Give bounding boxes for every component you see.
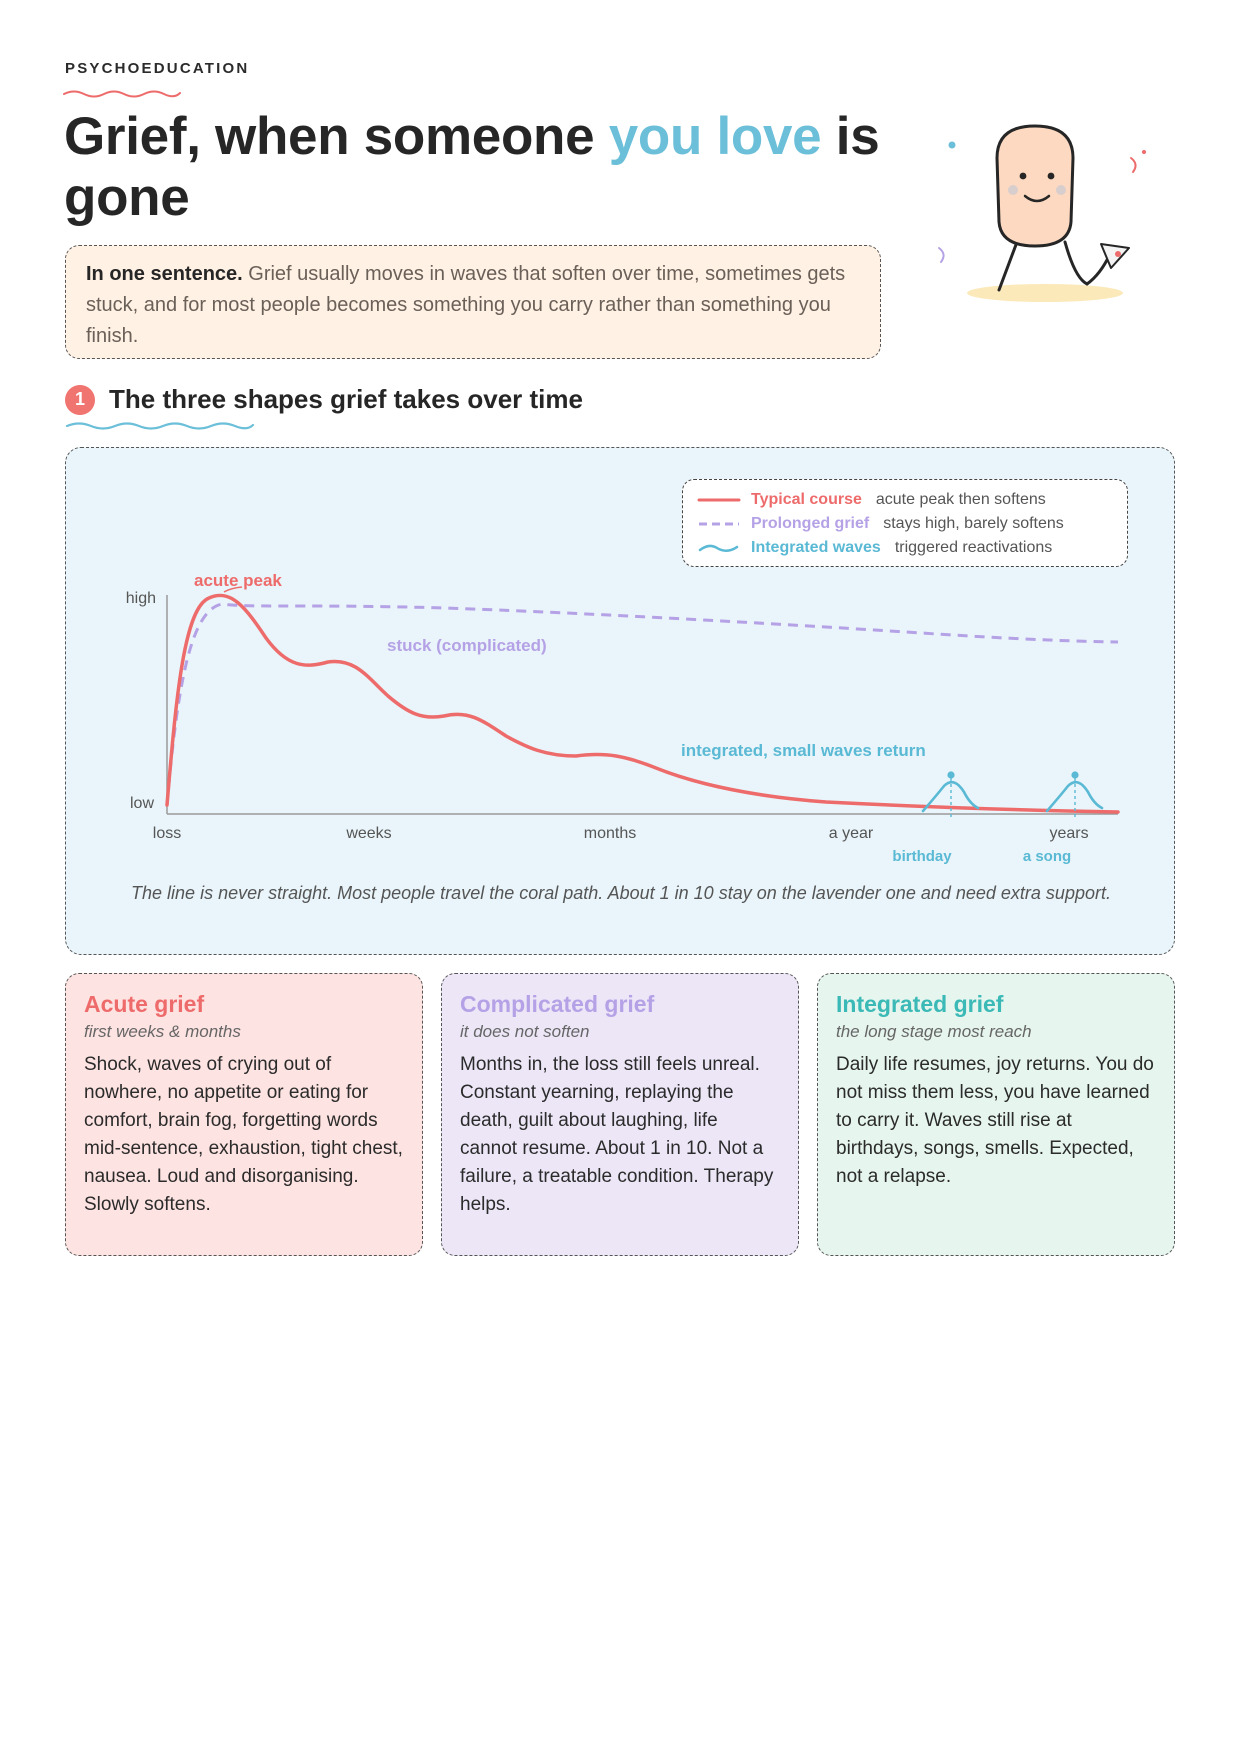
legend-swatch-wave [697, 541, 741, 555]
legend-entry-integrated [697, 536, 1113, 560]
legend-name: Prolonged grief [751, 515, 870, 532]
card-subtitle: the long stage most reach [836, 1022, 1032, 1041]
card-acute [65, 973, 423, 1256]
x-tick-label: months [583, 825, 637, 842]
legend-swatch-dashed [697, 519, 741, 529]
chart-panel [65, 447, 1175, 955]
page-title [64, 106, 944, 228]
x-tick-label: years [1049, 825, 1089, 842]
trigger-dot-1 [947, 771, 954, 778]
x-tick-label: a year [828, 825, 874, 842]
card-title: Complicated grief [460, 991, 655, 1017]
legend-entry-prolonged [697, 512, 1113, 536]
annotation-integrated: integrated, small waves return [681, 741, 926, 760]
eyebrow-label: PSYCHOEDUCATION [65, 60, 250, 77]
trigger-dot-2 [1071, 771, 1078, 778]
section-underline-squiggle [65, 420, 255, 432]
card-subtitle: first weeks & months [84, 1022, 241, 1041]
card-subtitle: it does not soften [460, 1022, 590, 1041]
card-integrated [817, 973, 1175, 1256]
eyebrow-underline-squiggle [62, 88, 182, 98]
summary-lead: In one sentence. [86, 263, 243, 285]
x-tick-label: loss [152, 825, 182, 842]
legend-name: Integrated waves [751, 539, 881, 556]
chart-caption: The line is never straight. Most people travel the coral path. About 1 in 10 stay on the lavender one and need extra support. [131, 883, 1111, 903]
mascot-illustration [935, 118, 1175, 308]
x-tick-label: weeks [346, 825, 392, 842]
card-body: Shock, waves of crying out of nowhere, no appetite or eating for comfort, brain fog, forgetting words mid-sentence, exhaustion, tight chest, nausea. Loud and disorganising. Slowly softens. [84, 1054, 403, 1215]
legend-swatch-solid [697, 495, 741, 505]
summary-text: Grief usually moves in waves that soften over time, sometimes gets stuck, and for most people becomes something you carry rather than something you finish. [86, 263, 846, 347]
legend-description: acute peak then softens [875, 491, 1046, 508]
legend-entry-typical [697, 488, 1113, 512]
y-tick-label: high [125, 590, 156, 607]
section-title: The three shapes grief takes over time [109, 384, 583, 414]
card-title: Integrated grief [836, 991, 1004, 1017]
title-part-2: is gone [64, 107, 880, 227]
section-number-badge: 1 [65, 385, 95, 415]
title-part-1: Grief, when someone [64, 107, 609, 166]
card-body: Daily life resumes, joy returns. You do not miss them less, you have learned to carry it. Waves still rise at birthdays, songs, smells. Expected, not a relapse. [836, 1054, 1154, 1187]
legend-description: stays high, barely softens [883, 515, 1064, 532]
title-accent: you love [608, 107, 822, 166]
trigger-label-1: birthday [892, 848, 952, 865]
trigger-label-2: a song [1022, 848, 1072, 865]
card-complicated [441, 973, 799, 1256]
chart-legend [682, 479, 1128, 567]
section-1-heading [65, 384, 583, 415]
card-body: Months in, the loss still feels unreal. Constant yearning, replaying the death, guilt about laughing, life cannot resume. About 1 in 10. Not a failure, a treatable condition. Therapy helps. [460, 1054, 774, 1215]
series-line-typical [167, 595, 1118, 812]
legend-description: triggered reactivations [894, 539, 1053, 556]
annotation-stuck: stuck (complicated) [387, 636, 547, 655]
summary-box [65, 245, 881, 359]
card-title: Acute grief [84, 991, 205, 1017]
legend-name: Typical course [751, 491, 862, 508]
series-line-prolonged [167, 604, 1118, 805]
annotation-peak: acute peak [194, 571, 282, 590]
y-tick-label: low [129, 795, 154, 812]
